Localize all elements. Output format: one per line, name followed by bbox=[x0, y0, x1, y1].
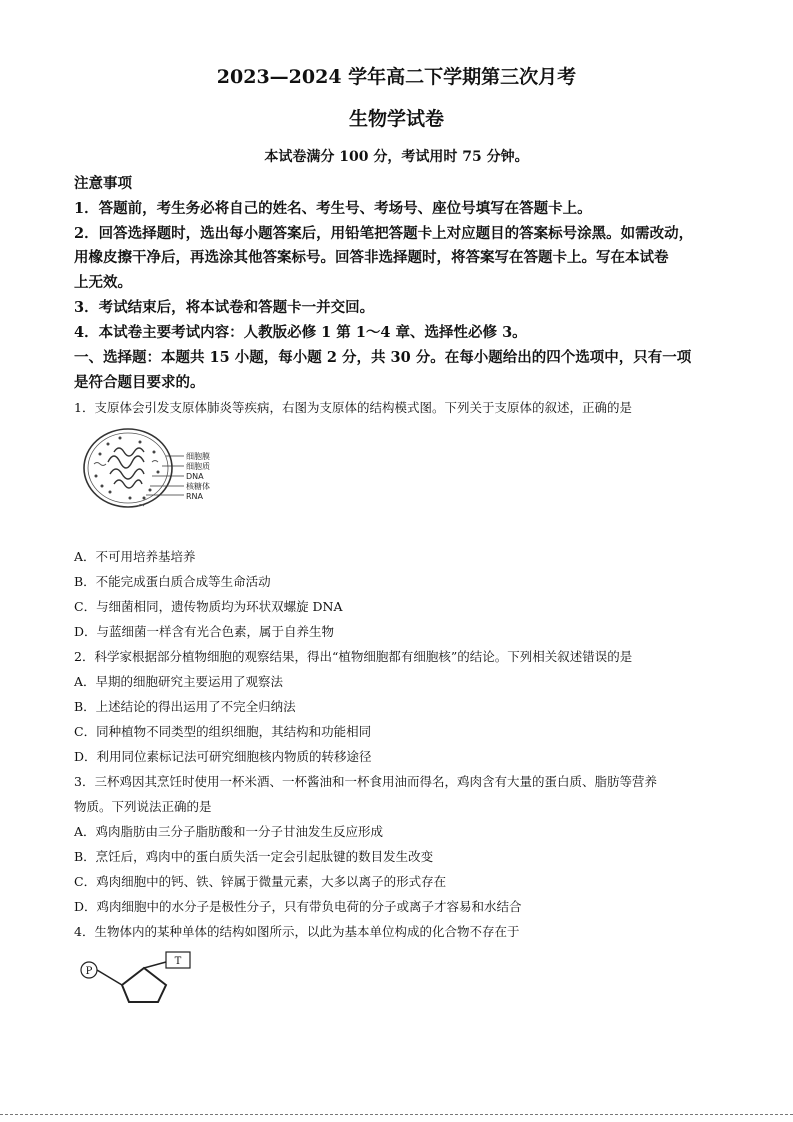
question-1-option-b: B．不能完成蛋白质合成等生命活动 bbox=[74, 574, 271, 589]
question-2-option-b: B．上述结论的得出运用了不完全归纳法 bbox=[74, 699, 296, 714]
notice-item-4: 4．本试卷主要考试内容：人教版必修 1 第 1～4 章、选择性必修 3。 bbox=[74, 324, 527, 341]
question-1-option-c: C．与细菌相同，遗传物质均为环状双螺旋 DNA bbox=[74, 599, 343, 614]
section-heading-line-2: 是符合题目要求的。 bbox=[74, 374, 205, 391]
nucleotide-diagram bbox=[76, 948, 196, 1010]
mycoplasma-diagram bbox=[80, 424, 250, 514]
page-bottom-rule bbox=[0, 1114, 793, 1115]
question-4-stem: 4．生物体内的某种单体的结构如图所示，以此为基本单位构成的化合物不存在于 bbox=[74, 924, 520, 939]
pentose-ring bbox=[122, 968, 166, 1002]
question-2-option-c: C．同种植物不同类型的组织细胞，其结构和功能相同 bbox=[74, 724, 372, 739]
base-bond bbox=[144, 962, 166, 968]
question-3-stem-line-2: 物质。下列说法正确的是 bbox=[74, 799, 212, 814]
phosphate-label: P bbox=[85, 966, 93, 977]
exam-subject: 生物学试卷 bbox=[348, 108, 444, 130]
question-1-option-d: D．与蓝细菌一样含有光合色素，属于自养生物 bbox=[74, 624, 335, 639]
label-dna: DNA bbox=[186, 472, 204, 481]
question-3-option-b: B．烹饪后，鸡肉中的蛋白质失活一定会引起肽键的数目发生改变 bbox=[74, 849, 434, 864]
base-label: T bbox=[174, 956, 182, 967]
question-1-stem: 1．支原体会引发支原体肺炎等疾病，右图为支原体的结构模式图。下列关于支原体的叙述，正确的是 bbox=[74, 400, 632, 415]
notice-item-2-line-1: 2．回答选择题时，选出每小题答案后，用铅笔把答题卡上对应题目的答案标号涂黑。如需改动， bbox=[74, 225, 694, 242]
notice-item-2-line-3: 上无效。 bbox=[74, 274, 132, 291]
notice-item-1: 1．答题前，考生务必将自己的姓名、考生号、考场号、座位号填写在答题卡上。 bbox=[74, 200, 592, 217]
section-heading-line-1: 一、选择题：本题共 15 小题，每小题 2 分，共 30 分。在每小题给出的四个选项中，只有一项 bbox=[74, 349, 692, 366]
dna-coil bbox=[108, 448, 144, 488]
notice-heading: 注意事项 bbox=[74, 175, 132, 192]
question-3-option-d: D．鸡肉细胞中的水分子是极性分子，只有带负电荷的分子或离子才容易和水结合 bbox=[74, 899, 522, 914]
notice-item-3: 3．考试结束后，将本试卷和答题卡一并交回。 bbox=[74, 299, 375, 316]
question-3-stem-line-1: 3．三杯鸡因其烹饪时使用一杯米酒、一杯酱油和一杯食用油而得名，鸡肉含有大量的蛋白质、脂肪等营养 bbox=[74, 774, 657, 789]
label-cell-membrane: 细胞膜 bbox=[186, 452, 210, 461]
label-ribosome: 核糖体 bbox=[186, 482, 210, 491]
question-3-option-c: C．鸡肉细胞中的钙、铁、锌属于微量元素，大多以离子的形式存在 bbox=[74, 874, 447, 889]
question-1-option-a: A．不可用培养基培养 bbox=[74, 549, 196, 564]
question-3-option-a: A．鸡肉脂肪由三分子脂肪酸和一分子甘油发生反应形成 bbox=[74, 824, 384, 839]
question-2-stem: 2．科学家根据部分植物细胞的观察结果，得出“植物细胞都有细胞核”的结论。下列相关叙述错误的是 bbox=[74, 649, 633, 664]
phosphate-bond bbox=[97, 970, 122, 985]
label-rna: RNA bbox=[186, 492, 204, 501]
label-cytoplasm: 细胞质 bbox=[186, 462, 210, 471]
question-2-option-a: A．早期的细胞研究主要运用了观察法 bbox=[74, 674, 284, 689]
exam-subtitle: 本试卷满分 100 分，考试用时 75 分钟。 bbox=[264, 149, 529, 165]
notice-item-2-line-2: 用橡皮擦干净后，再选涂其他答案标号。回答非选择题时，将答案写在答题卡上。写在本试卷 bbox=[74, 249, 669, 266]
question-2-option-d: D．利用同位素标记法可研究细胞核内物质的转移途径 bbox=[74, 749, 372, 764]
exam-title: 2023—2024 学年高二下学期第三次月考 bbox=[216, 66, 577, 88]
